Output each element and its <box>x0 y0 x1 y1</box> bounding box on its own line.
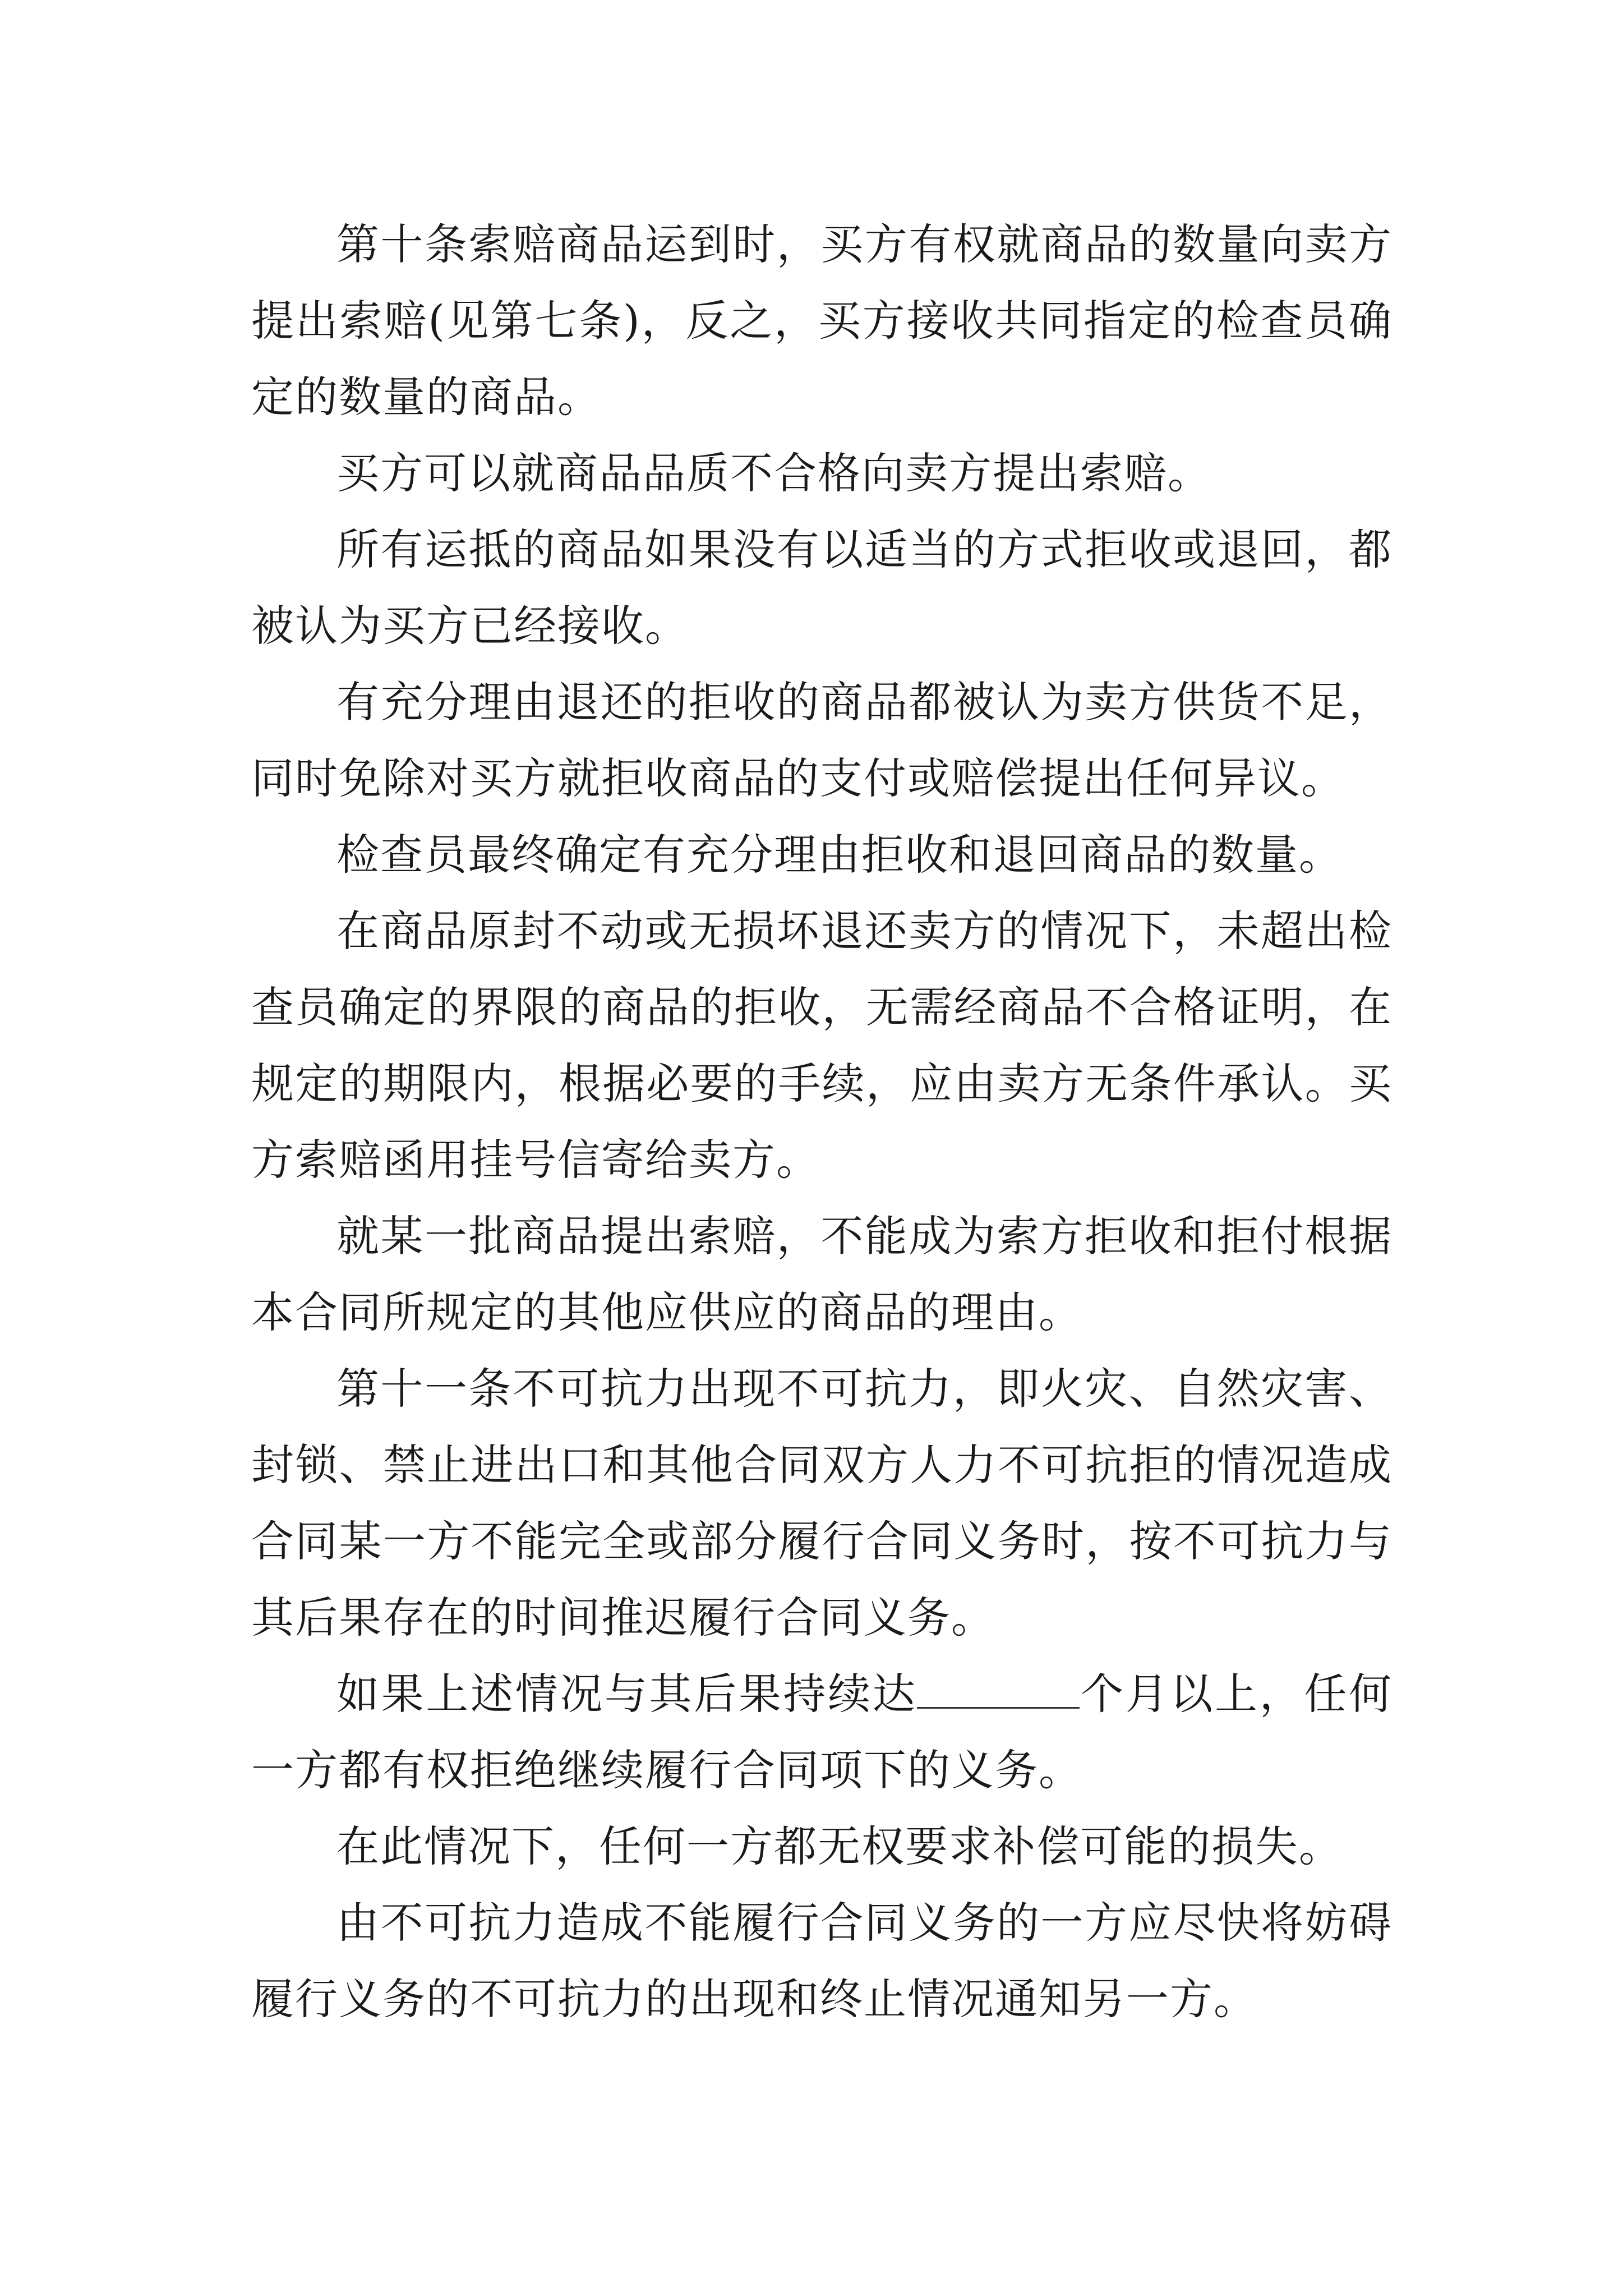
paragraph-unconditional-acceptance: 在商品原封不动或无损坏退还卖方的情况下，未超出检查员确定的界限的商品的拒收，无需经商品不合格证明，在规定的期限内，根据必要的手续，应由卖方无条件承认。买方索赔函用挂号信寄给卖方。 <box>251 906 1393 1185</box>
paragraph-batch-claim: 就某一批商品提出索赔，不能成为索方拒收和拒付根据本合同所规定的其他应供应的商品的理由。 <box>251 1211 1393 1337</box>
paragraph-no-compensation: 在此情况下，任何一方都无权要求补偿可能的损失。 <box>336 1821 1343 1871</box>
paragraph-rejected-goods: 有充分理由退还的拒收的商品都被认为卖方供货不足，同时免除对买方就拒收商品的支付或赔偿提出任何异议。 <box>251 677 1393 803</box>
paragraph-claims-article-10: 第十条索赔商品运到时，买方有权就商品的数量向卖方提出索赔(见第七条)，反之，买方接收共同指定的检查员确定的数量的商品。 <box>251 219 1393 422</box>
duration-clause-start: 如果上述情况与其后果持续达 <box>336 1669 917 1719</box>
blank-months-field <box>917 1673 1080 1709</box>
paragraph-deemed-accepted: 所有运抵的商品如果没有以适当的方式拒收或退回，都被认为买方已经接收。 <box>251 524 1393 651</box>
paragraph-duration-clause <box>251 1656 1393 1809</box>
document-body <box>251 206 1393 2037</box>
paragraph-notification: 由不可抗力造成不能履行合同义务的一方应尽快将妨碍履行义务的不可抗力的出现和终止情况通知另一方。 <box>251 1898 1393 2024</box>
duration-clause-end: 个月以上，任何一方都有权拒绝继续履行合同项下的义务。 <box>251 1669 1393 1795</box>
paragraph-force-majeure-article-11: 第十一条不可抗力出现不可抗力，即火灾、自然灾害、封锁、禁止进出口和其他合同双方人力不可抗拒的情况造成合同某一方不能完全或部分履行合同义务时，按不可抗力与其后果存在的时间推迟履行合同义务。 <box>251 1364 1393 1642</box>
paragraph-quality-claim: 买方可以就商品品质不合格向卖方提出索赔。 <box>336 448 1211 498</box>
paragraph-inspector-determination: 检查员最终确定有充分理由拒收和退回商品的数量。 <box>336 830 1343 880</box>
